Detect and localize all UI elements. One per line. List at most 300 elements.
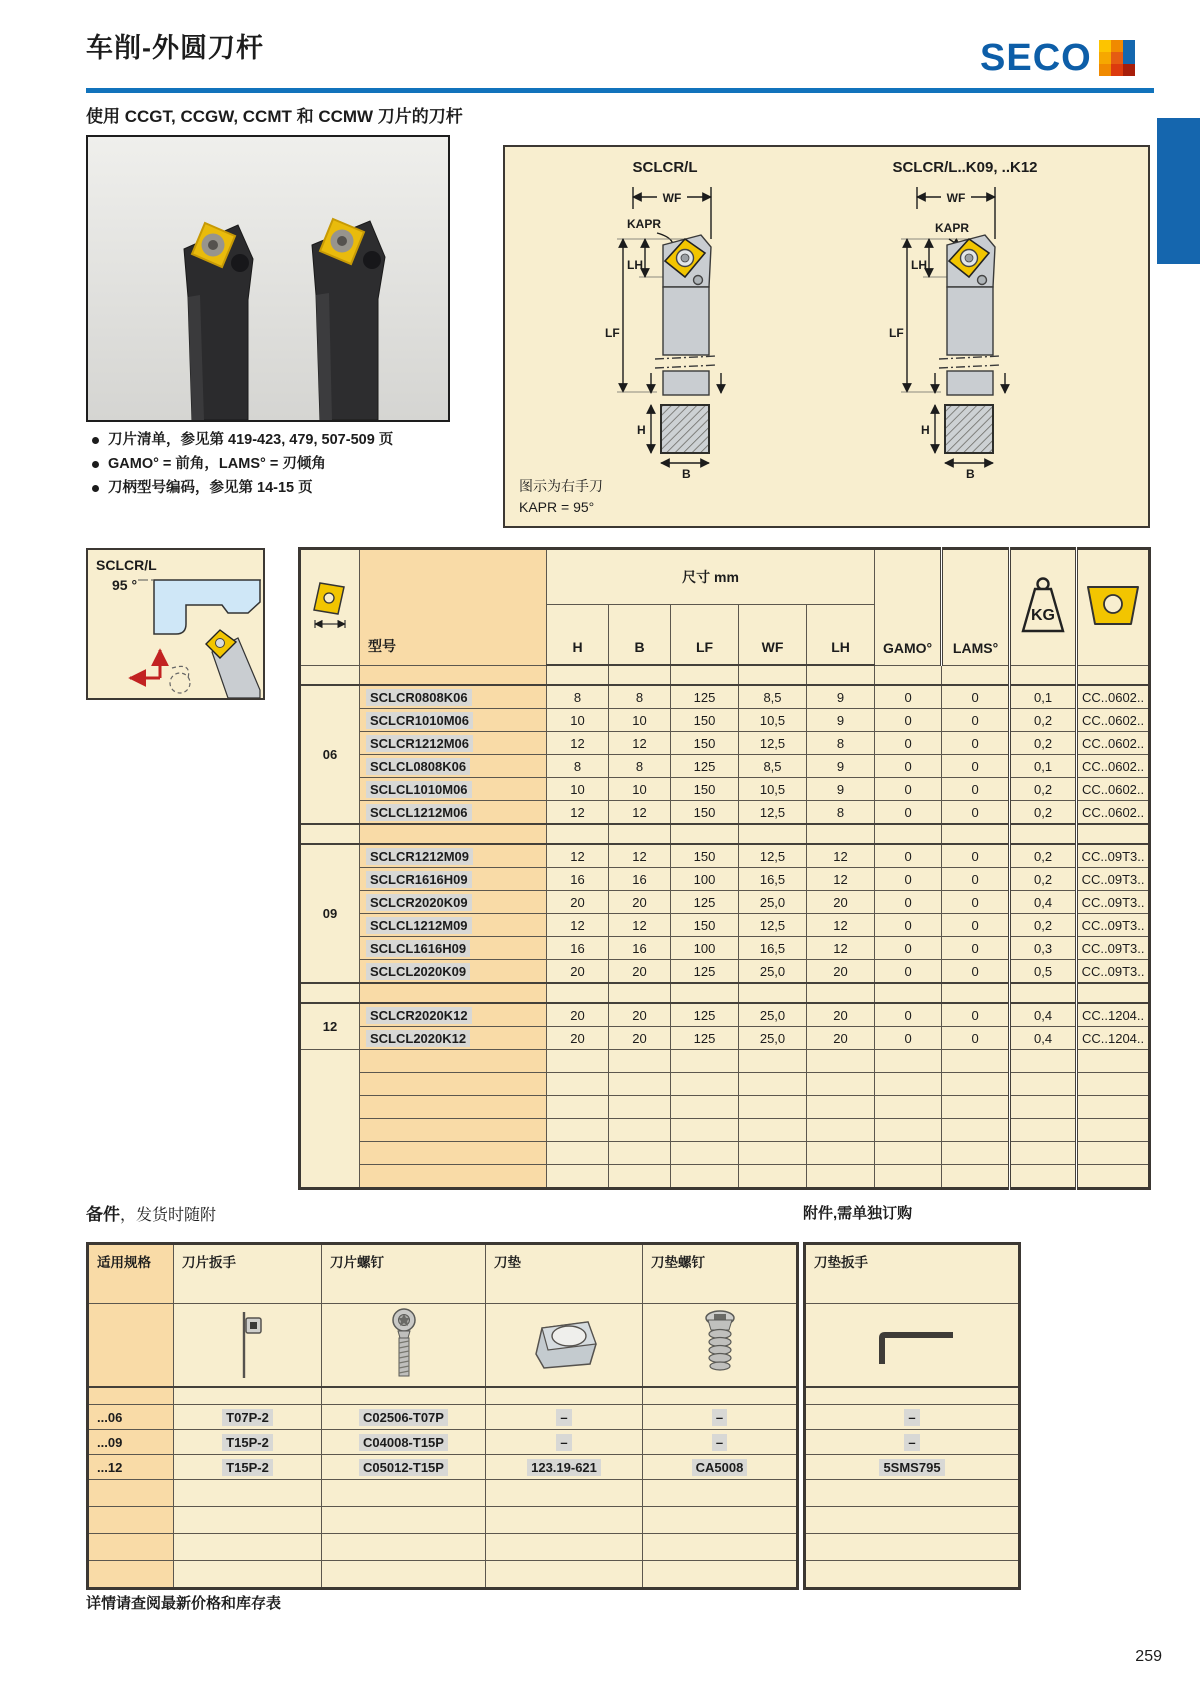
table-cell: 8 — [807, 801, 875, 825]
model-cell — [360, 844, 547, 868]
weight-column-header — [1010, 549, 1077, 666]
table-cell — [739, 983, 807, 1003]
lams-column-header: LAMS° — [942, 549, 1010, 666]
spares-col-shim: 刀垫 — [486, 1244, 643, 1304]
group-label: 12 — [300, 1003, 360, 1050]
table-cell — [739, 1096, 807, 1119]
table-cell — [1077, 1119, 1150, 1142]
svg-text:WF: WF — [946, 191, 966, 205]
value-highlight: SCLCL1212M09 — [366, 917, 472, 934]
value-highlight: – — [712, 1409, 727, 1426]
table-cell: 8 — [547, 755, 609, 778]
small-insert-icon — [310, 580, 350, 632]
table-row — [300, 1142, 1150, 1165]
drawing-caption: 图示为右手刀 — [519, 478, 603, 494]
table-cell — [88, 1387, 174, 1405]
table-row — [300, 914, 1150, 937]
size-cell: ...06 — [88, 1405, 174, 1430]
value-highlight: CA5008 — [692, 1459, 748, 1476]
insert-code-cell: CC..1204.. — [1077, 1027, 1150, 1050]
table-row — [300, 732, 1150, 755]
table-row — [300, 983, 1150, 1003]
table-cell — [1010, 1073, 1077, 1096]
table-cell: 0,4 — [1010, 1027, 1077, 1050]
section-index-tab — [1157, 118, 1200, 264]
table-cell: 20 — [547, 1003, 609, 1027]
table-cell: 20 — [807, 960, 875, 984]
table-cell: 20 — [609, 1027, 671, 1050]
insert-code-cell: CC..09T3.. — [1077, 960, 1150, 984]
insert-code-cell: CC..0602.. — [1077, 709, 1150, 732]
value-highlight: SCLCR2020K12 — [366, 1007, 472, 1024]
table-row — [805, 1480, 1020, 1507]
insert-code-cell: CC..09T3.. — [1077, 844, 1150, 868]
model-cell — [360, 685, 547, 709]
table-cell: 0,2 — [1010, 801, 1077, 825]
table-cell — [174, 1480, 322, 1507]
table-cell: 150 — [671, 732, 739, 755]
table-row — [88, 1430, 798, 1455]
svg-text:LF: LF — [605, 326, 620, 340]
table-cell: 10 — [547, 709, 609, 732]
table-row — [300, 1165, 1150, 1189]
shim-icon — [516, 1306, 612, 1382]
table-row — [300, 868, 1150, 891]
table-cell: 100 — [671, 937, 739, 960]
table-cell — [671, 1050, 739, 1073]
table-cell — [174, 1455, 322, 1480]
page-title: 车削-外圆刀杆 — [86, 33, 264, 63]
dimensions-header: 尺寸 mm — [547, 549, 875, 605]
table-cell: 20 — [609, 1003, 671, 1027]
table-cell: 0 — [875, 732, 942, 755]
table-cell: 100 — [671, 868, 739, 891]
table-cell: 0 — [875, 844, 942, 868]
header-rule — [86, 88, 1154, 93]
value-highlight: C04008-T15P — [359, 1434, 448, 1451]
table-row — [88, 1387, 798, 1405]
table-cell — [486, 1561, 643, 1589]
insert-code-cell: CC..09T3.. — [1077, 868, 1150, 891]
svg-text:KAPR: KAPR — [935, 221, 970, 235]
svg-text:H: H — [921, 423, 930, 437]
table-cell: 12 — [807, 868, 875, 891]
spares-col-insert-screw: 刀片螺钉 — [322, 1244, 486, 1304]
table-cell — [942, 1050, 1010, 1073]
table-cell: 0 — [875, 755, 942, 778]
table-cell: 0 — [942, 1027, 1010, 1050]
table-cell: 12 — [547, 914, 609, 937]
table-cell — [807, 824, 875, 844]
table-row — [300, 685, 1150, 709]
model-cell — [360, 1003, 547, 1027]
note-item: 刀柄型号编码，参见第 14-15 页 — [90, 476, 490, 500]
note-item: GAMO° = 前角，LAMS° = 刃倾角 — [90, 452, 490, 476]
svg-text:LH: LH — [911, 258, 927, 272]
spares-col-insert-wrench: 刀片扳手 — [174, 1244, 322, 1304]
group-label: 06 — [300, 685, 360, 824]
main-table-body — [300, 665, 1150, 1189]
table-cell — [875, 665, 942, 685]
table-cell: 20 — [807, 1027, 875, 1050]
table-cell — [486, 1304, 643, 1388]
table-cell — [671, 824, 739, 844]
spares-heading — [86, 1200, 216, 1225]
spares-right-body — [805, 1387, 1020, 1589]
table-cell — [547, 1142, 609, 1165]
table-cell: 16 — [609, 868, 671, 891]
table-cell — [486, 1455, 643, 1480]
table-cell — [609, 1119, 671, 1142]
table-cell — [942, 1096, 1010, 1119]
table-cell: 20 — [547, 1027, 609, 1050]
value-highlight: SCLCL0808K06 — [366, 758, 470, 775]
table-cell: 20 — [807, 891, 875, 914]
table-cell — [486, 1534, 643, 1561]
table-cell — [547, 824, 609, 844]
page-subtitle: 使用 CCGT, CCGW, CCMT 和 CCMW 刀片的刀杆 — [86, 107, 463, 126]
table-cell — [174, 1534, 322, 1561]
table-cell: 8 — [609, 755, 671, 778]
table-cell: 0 — [942, 891, 1010, 914]
spares-left-body — [88, 1387, 798, 1589]
table-cell — [300, 1050, 360, 1189]
table-cell: 8,5 — [739, 755, 807, 778]
table-cell — [174, 1561, 322, 1589]
table-cell — [643, 1507, 798, 1534]
size-cell: ...12 — [88, 1455, 174, 1480]
shim-screw-icon — [696, 1306, 744, 1382]
toolholder-photo-illustration — [88, 137, 448, 420]
insert-code-cell: CC..0602.. — [1077, 755, 1150, 778]
table-cell — [322, 1430, 486, 1455]
model-cell — [360, 960, 547, 984]
spares-heading-rest: ，发货时随附 — [120, 1207, 217, 1224]
table-cell: 0,2 — [1010, 709, 1077, 732]
table-row — [300, 937, 1150, 960]
drawing-left-title: SCLCR/L — [632, 159, 698, 176]
table-cell: 0 — [942, 1003, 1010, 1027]
table-cell: 12,5 — [739, 844, 807, 868]
model-cell — [360, 778, 547, 801]
table-cell: 150 — [671, 844, 739, 868]
table-cell — [875, 1165, 942, 1189]
table-cell — [322, 1304, 486, 1388]
model-column-header: 型号 — [360, 549, 547, 666]
seco-logo-text: SECO — [980, 37, 1092, 79]
table-cell — [807, 665, 875, 685]
application-diagram-box — [86, 548, 265, 700]
table-cell: 150 — [671, 914, 739, 937]
table-cell — [942, 665, 1010, 685]
footer-note: 详情请查阅最新价格和库存表 — [86, 1595, 282, 1612]
table-cell: 0 — [942, 960, 1010, 984]
table-row — [300, 891, 1150, 914]
table-cell: 8 — [609, 685, 671, 709]
table-cell: 125 — [671, 1027, 739, 1050]
table-cell: 0 — [875, 1027, 942, 1050]
table-cell — [807, 983, 875, 1003]
table-cell — [547, 1165, 609, 1189]
table-row — [300, 778, 1150, 801]
table-cell — [875, 1050, 942, 1073]
table-row — [300, 1119, 1150, 1142]
table-cell: 0 — [875, 801, 942, 825]
table-cell — [1077, 824, 1150, 844]
table-cell: 0,5 — [1010, 960, 1077, 984]
model-cell — [360, 937, 547, 960]
table-cell — [671, 1073, 739, 1096]
table-cell: 0 — [942, 937, 1010, 960]
table-cell: 9 — [807, 685, 875, 709]
model-cell — [360, 891, 547, 914]
table-cell — [671, 983, 739, 1003]
table-cell: 0,2 — [1010, 868, 1077, 891]
toolholder-dimension-drawing — [505, 147, 1148, 526]
torque-wrench-icon — [228, 1306, 268, 1382]
table-cell — [807, 1096, 875, 1119]
table-cell — [942, 1142, 1010, 1165]
value-highlight: C02506-T07P — [359, 1409, 448, 1426]
insert-code-cell: CC..09T3.. — [1077, 937, 1150, 960]
table-cell — [322, 1480, 486, 1507]
spares-table — [86, 1242, 799, 1590]
table-cell — [322, 1507, 486, 1534]
table-cell — [609, 824, 671, 844]
table-row — [300, 801, 1150, 825]
table-cell: 16,5 — [739, 868, 807, 891]
table-cell — [609, 1050, 671, 1073]
table-cell — [805, 1387, 1020, 1405]
table-cell: 12 — [609, 844, 671, 868]
insert-code-cell: CC..0602.. — [1077, 685, 1150, 709]
svg-text:KAPR: KAPR — [627, 217, 662, 231]
gamo-column-header: GAMO° — [875, 549, 942, 666]
col-lh: LH — [807, 605, 875, 666]
value-highlight: – — [556, 1409, 571, 1426]
model-cell — [360, 1027, 547, 1050]
accessories-heading: 附件,需单独订购 — [803, 1205, 913, 1222]
table-cell: 9 — [807, 778, 875, 801]
insert-column-header — [1077, 549, 1150, 666]
table-cell — [739, 1142, 807, 1165]
table-row — [300, 1096, 1150, 1119]
table-row — [300, 755, 1150, 778]
table-cell — [547, 983, 609, 1003]
table-cell — [486, 1387, 643, 1405]
insert-code-cell: CC..0602.. — [1077, 732, 1150, 755]
svg-text:B: B — [682, 467, 691, 481]
table-cell — [643, 1387, 798, 1405]
table-row — [300, 665, 1150, 685]
table-cell: 10 — [609, 709, 671, 732]
table-cell — [174, 1304, 322, 1388]
table-cell: 125 — [671, 1003, 739, 1027]
table-cell: 8 — [807, 732, 875, 755]
table-cell — [360, 1096, 547, 1119]
table-cell — [609, 665, 671, 685]
table-cell: 20 — [609, 891, 671, 914]
table-row — [88, 1480, 798, 1507]
table-cell: 125 — [671, 685, 739, 709]
table-cell — [875, 824, 942, 844]
table-cell: 16,5 — [739, 937, 807, 960]
table-cell — [643, 1480, 798, 1507]
table-cell — [174, 1507, 322, 1534]
col-b: B — [609, 605, 671, 666]
table-cell — [1077, 665, 1150, 685]
table-cell — [174, 1387, 322, 1405]
table-cell — [300, 824, 360, 844]
table-cell: 125 — [671, 755, 739, 778]
insert-code-cell: CC..1204.. — [1077, 1003, 1150, 1027]
spares-heading-bold: 备件 — [86, 1205, 120, 1224]
table-cell — [942, 824, 1010, 844]
table-cell — [486, 1507, 643, 1534]
table-cell — [671, 1096, 739, 1119]
table-cell: 25,0 — [739, 891, 807, 914]
table-cell — [805, 1304, 1020, 1388]
table-cell — [360, 1165, 547, 1189]
value-highlight: SCLCR1616H09 — [366, 871, 472, 888]
table-cell — [671, 1165, 739, 1189]
value-highlight: SCLCR1010M06 — [366, 712, 473, 729]
value-highlight: SCLCR2020K09 — [366, 894, 472, 911]
table-cell — [739, 665, 807, 685]
product-table — [298, 547, 1151, 1190]
table-cell: 12 — [547, 801, 609, 825]
model-cell — [360, 709, 547, 732]
col-wf: WF — [739, 605, 807, 666]
table-cell: 0 — [875, 685, 942, 709]
table-cell: 0 — [942, 801, 1010, 825]
table-cell — [807, 1050, 875, 1073]
table-cell — [1010, 824, 1077, 844]
value-highlight: SCLCL1010M06 — [366, 781, 472, 798]
accessories-icon-row — [805, 1304, 1020, 1388]
svg-text:B: B — [966, 467, 975, 481]
table-cell: 10,5 — [739, 709, 807, 732]
table-row — [300, 709, 1150, 732]
table-cell: 0,2 — [1010, 732, 1077, 755]
table-cell — [300, 983, 360, 1003]
table-cell — [643, 1561, 798, 1589]
table-cell: 16 — [547, 937, 609, 960]
table-row — [88, 1455, 798, 1480]
table-cell: 12,5 — [739, 732, 807, 755]
table-cell — [739, 1119, 807, 1142]
table-cell — [609, 1165, 671, 1189]
value-highlight: SCLCL1616H09 — [366, 940, 470, 957]
table-cell: 12,5 — [739, 914, 807, 937]
size-cell: ...09 — [88, 1430, 174, 1455]
table-cell — [547, 665, 609, 685]
table-row — [805, 1387, 1020, 1405]
table-cell: 0,1 — [1010, 685, 1077, 709]
table-cell — [322, 1405, 486, 1430]
table-cell: 25,0 — [739, 1003, 807, 1027]
table-cell — [88, 1561, 174, 1589]
table-cell: 12,5 — [739, 801, 807, 825]
table-cell — [805, 1430, 1020, 1455]
table-row — [300, 1027, 1150, 1050]
table-cell: 25,0 — [739, 960, 807, 984]
table-cell: 9 — [807, 755, 875, 778]
table-cell — [1077, 1096, 1150, 1119]
table-cell: 0 — [875, 1003, 942, 1027]
table-cell: 0 — [875, 960, 942, 984]
table-cell — [942, 1073, 1010, 1096]
model-cell — [360, 801, 547, 825]
table-cell — [360, 1073, 547, 1096]
table-cell — [300, 665, 360, 685]
table-cell — [739, 1050, 807, 1073]
table-cell — [486, 1430, 643, 1455]
table-cell: 150 — [671, 778, 739, 801]
value-highlight: 5SMS795 — [879, 1459, 944, 1476]
table-cell — [739, 1073, 807, 1096]
value-highlight: T15P-2 — [222, 1434, 273, 1451]
table-cell — [609, 1096, 671, 1119]
table-cell — [609, 983, 671, 1003]
table-cell — [547, 1073, 609, 1096]
value-highlight: – — [904, 1409, 919, 1426]
table-row — [300, 1003, 1150, 1027]
table-cell — [360, 1142, 547, 1165]
table-cell: 20 — [609, 960, 671, 984]
table-cell: 12 — [807, 914, 875, 937]
table-cell: 0 — [942, 868, 1010, 891]
note-item: 刀片清单，参见第 419-423, 479, 507-509 页 — [90, 428, 490, 452]
table-cell: 0,2 — [1010, 914, 1077, 937]
table-cell: 0 — [875, 868, 942, 891]
table-cell: 12 — [807, 937, 875, 960]
table-cell — [805, 1561, 1020, 1589]
table-cell — [942, 983, 1010, 1003]
table-cell: 12 — [609, 801, 671, 825]
value-highlight: – — [712, 1434, 727, 1451]
table-cell — [942, 1165, 1010, 1189]
table-cell: 0 — [942, 732, 1010, 755]
insert-code-cell: CC..0602.. — [1077, 778, 1150, 801]
table-cell: 12 — [609, 914, 671, 937]
table-cell: 125 — [671, 891, 739, 914]
table-cell — [547, 1119, 609, 1142]
table-cell — [547, 1096, 609, 1119]
table-cell — [486, 1480, 643, 1507]
seco-logo-mosaic-icon — [1099, 40, 1135, 76]
table-cell — [807, 1142, 875, 1165]
table-cell: 0 — [942, 709, 1010, 732]
table-cell: 8,5 — [739, 685, 807, 709]
table-cell — [88, 1480, 174, 1507]
table-row — [805, 1405, 1020, 1430]
value-highlight: SCLCL2020K09 — [366, 963, 470, 980]
model-cell — [360, 914, 547, 937]
hex-key-icon — [857, 1306, 967, 1382]
table-cell — [1010, 1165, 1077, 1189]
table-cell: 25,0 — [739, 1027, 807, 1050]
insert-size-column-header — [300, 549, 360, 666]
table-cell — [360, 983, 547, 1003]
table-cell — [671, 665, 739, 685]
table-cell: 0,4 — [1010, 891, 1077, 914]
table-cell: 10 — [547, 778, 609, 801]
insert-code-cell: CC..0602.. — [1077, 801, 1150, 825]
value-highlight: SCLCL2020K12 — [366, 1030, 470, 1047]
table-row — [300, 960, 1150, 984]
table-cell — [1077, 1073, 1150, 1096]
